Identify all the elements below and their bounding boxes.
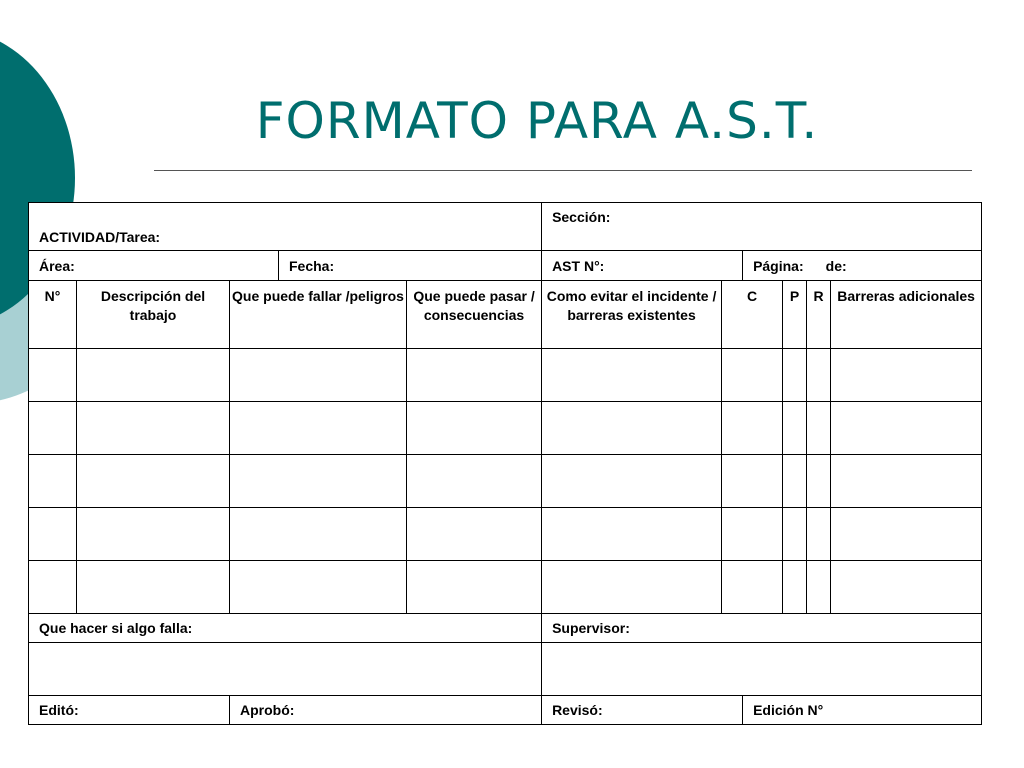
- supervisor-cell: [542, 614, 982, 643]
- que-hacer-cell: [29, 614, 542, 643]
- table-row: [29, 561, 982, 614]
- cell-c[interactable]: [722, 508, 783, 561]
- supervisor-input[interactable]: [542, 643, 982, 696]
- fecha-label: Fecha:: [289, 257, 335, 274]
- aprobo-label: Aprobó:: [240, 702, 295, 718]
- col-header-r: R: [807, 281, 831, 349]
- col-header-p: P: [783, 281, 807, 349]
- cell-que-puede-fallar[interactable]: [230, 402, 407, 455]
- col-header-que-puede-pasar: Que puede pasar / consecuencias: [407, 281, 542, 349]
- table-row: [29, 455, 982, 508]
- table-row: [29, 508, 982, 561]
- table-row: [29, 402, 982, 455]
- cell-c[interactable]: [722, 349, 783, 402]
- cell-r[interactable]: [807, 402, 831, 455]
- cell-barreras[interactable]: [831, 455, 982, 508]
- col-header-c: C: [722, 281, 783, 349]
- edicion-label: Edición N°: [753, 702, 824, 718]
- cell-n[interactable]: [29, 402, 77, 455]
- cell-r[interactable]: [807, 508, 831, 561]
- col-header-que-puede-fallar: Que puede fallar /peligros: [230, 281, 407, 349]
- ast-form-table: [28, 202, 982, 725]
- actividad-cell[interactable]: [29, 203, 542, 251]
- cell-barreras[interactable]: [831, 508, 982, 561]
- cell-p[interactable]: [783, 455, 807, 508]
- cell-c[interactable]: [722, 561, 783, 614]
- cell-p[interactable]: [783, 508, 807, 561]
- cell-que-puede-pasar[interactable]: [407, 455, 542, 508]
- cell-n[interactable]: [29, 561, 77, 614]
- pagina-cell[interactable]: [743, 251, 982, 281]
- cell-descripcion[interactable]: [77, 508, 230, 561]
- cell-descripcion[interactable]: [77, 402, 230, 455]
- cell-como-evitar[interactable]: [542, 455, 722, 508]
- column-header-row: [29, 281, 982, 349]
- ast-number-cell[interactable]: [542, 251, 743, 281]
- cell-n[interactable]: [29, 455, 77, 508]
- cell-p[interactable]: [783, 349, 807, 402]
- signature-row: [29, 696, 982, 725]
- cell-n[interactable]: [29, 508, 77, 561]
- cell-r[interactable]: [807, 349, 831, 402]
- cell-que-puede-fallar[interactable]: [230, 349, 407, 402]
- failure-input-row: [29, 643, 982, 696]
- page-title: FORMATO PARA A.S.T.: [255, 92, 819, 150]
- reviso-cell[interactable]: [542, 696, 743, 725]
- cell-como-evitar[interactable]: [542, 349, 722, 402]
- cell-como-evitar[interactable]: [542, 508, 722, 561]
- seccion-cell[interactable]: [542, 203, 982, 251]
- reviso-label: Revisó:: [552, 702, 603, 718]
- de-label: de:: [825, 257, 847, 274]
- cell-p[interactable]: [783, 561, 807, 614]
- title-divider: [154, 170, 972, 171]
- aprobo-cell[interactable]: [230, 696, 542, 725]
- info-row: [29, 251, 982, 281]
- cell-barreras[interactable]: [831, 561, 982, 614]
- cell-p[interactable]: [783, 402, 807, 455]
- cell-como-evitar[interactable]: [542, 402, 722, 455]
- col-header-n: N°: [29, 281, 77, 349]
- failure-header-row: [29, 614, 982, 643]
- col-header-descripcion: Descripción del trabajo: [77, 281, 230, 349]
- cell-n[interactable]: [29, 349, 77, 402]
- cell-que-puede-fallar[interactable]: [230, 455, 407, 508]
- que-hacer-label: Que hacer si algo falla:: [39, 620, 193, 636]
- area-cell[interactable]: [29, 251, 279, 281]
- pagina-label: Página:: [753, 257, 804, 274]
- cell-que-puede-pasar[interactable]: [407, 508, 542, 561]
- fecha-cell[interactable]: [279, 251, 542, 281]
- cell-barreras[interactable]: [831, 349, 982, 402]
- activity-row: [29, 203, 982, 251]
- supervisor-label: Supervisor:: [552, 620, 630, 636]
- table-row: [29, 349, 982, 402]
- seccion-label: Sección:: [552, 209, 611, 225]
- col-header-como-evitar: Como evitar el incidente / barreras existentes: [542, 281, 722, 349]
- cell-que-puede-pasar[interactable]: [407, 561, 542, 614]
- cell-que-puede-fallar[interactable]: [230, 561, 407, 614]
- cell-descripcion[interactable]: [77, 349, 230, 402]
- actividad-label: ACTIVIDAD/Tarea:: [39, 229, 161, 245]
- edito-cell[interactable]: [29, 696, 230, 725]
- cell-c[interactable]: [722, 455, 783, 508]
- area-label: Área:: [39, 257, 75, 274]
- cell-como-evitar[interactable]: [542, 561, 722, 614]
- cell-barreras[interactable]: [831, 402, 982, 455]
- cell-descripcion[interactable]: [77, 561, 230, 614]
- cell-que-puede-pasar[interactable]: [407, 349, 542, 402]
- cell-c[interactable]: [722, 402, 783, 455]
- edito-label: Editó:: [39, 702, 79, 718]
- cell-r[interactable]: [807, 561, 831, 614]
- col-header-barreras: Barreras adicionales: [831, 281, 982, 349]
- cell-que-puede-fallar[interactable]: [230, 508, 407, 561]
- cell-que-puede-pasar[interactable]: [407, 402, 542, 455]
- que-hacer-input[interactable]: [29, 643, 542, 696]
- edicion-cell[interactable]: [743, 696, 982, 725]
- cell-r[interactable]: [807, 455, 831, 508]
- cell-descripcion[interactable]: [77, 455, 230, 508]
- ast-number-label: AST N°:: [552, 257, 605, 274]
